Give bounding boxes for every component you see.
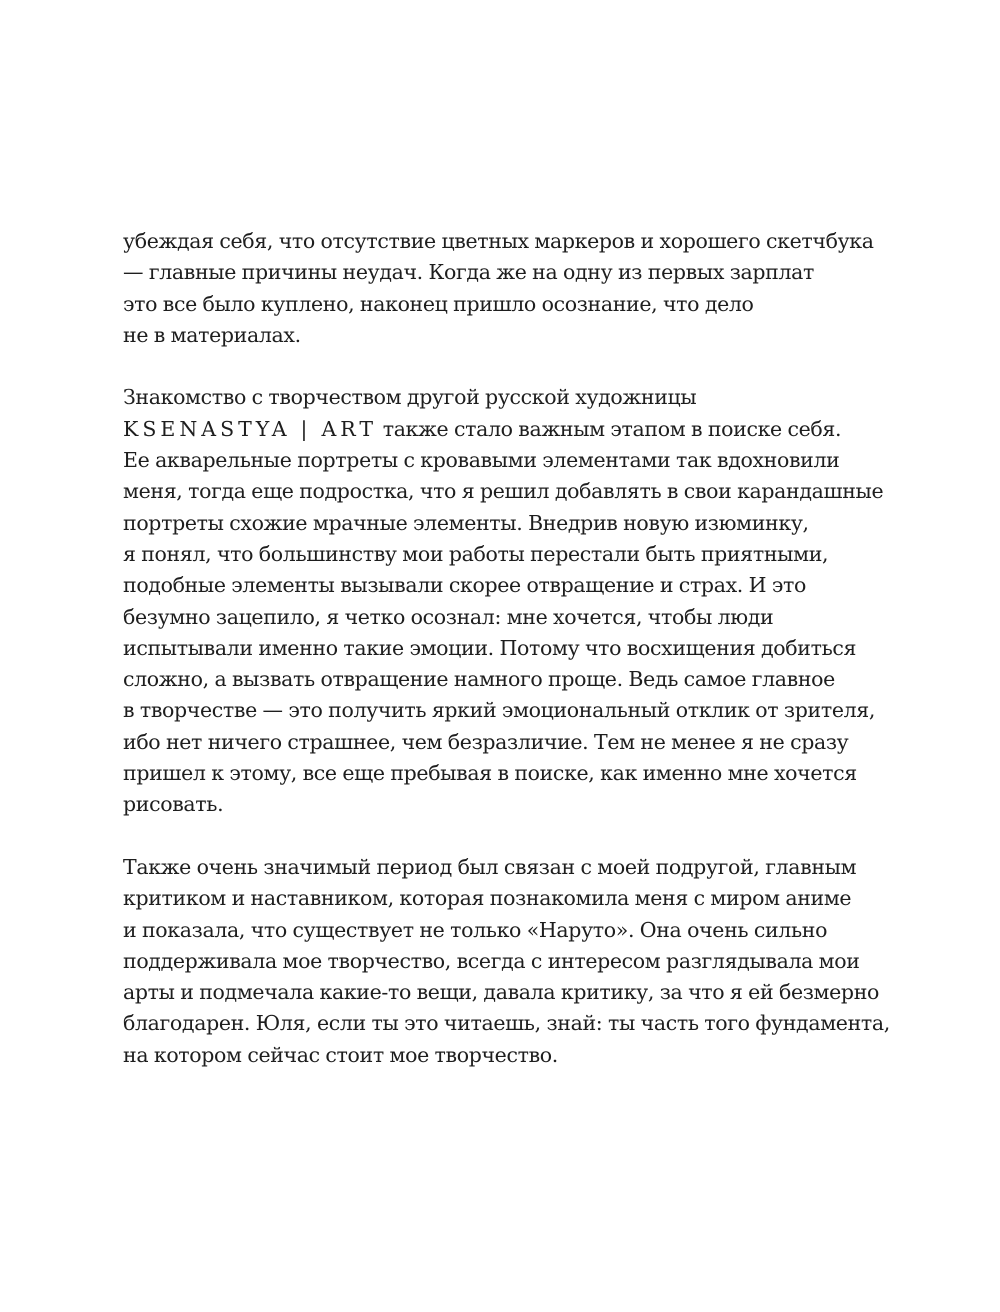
text-line: и показала, что существует не только «Наруто». Она очень сильно [123, 917, 828, 942]
text-line: — главные причины неудач. Когда же на одну из первых зарплат [123, 260, 815, 285]
text-fragment: также стало важным этапом в поиске себя. [377, 416, 842, 441]
text-line: Знакомство с творчеством другой русской художницы [123, 385, 697, 410]
text-line-with-brand [123, 414, 883, 445]
text-line: безумно зацепило, я четко осознал: мне хочется, чтобы люди [123, 604, 774, 629]
brand-name: KSENASTYA | ART [123, 416, 378, 441]
text-line: в творчестве — это получить яркий эмоциональный отклик от зрителя, [123, 698, 876, 723]
text-line: испытывали именно такие эмоции. Потому что восхищения добиться [123, 635, 857, 660]
paragraph-2 [123, 382, 883, 820]
text-line: убеждая себя, что отсутствие цветных маркеров и хорошего скетчбука [123, 229, 874, 253]
paragraph-1 [123, 226, 883, 351]
text-line: меня, тогда еще подростка, что я решил добавлять в свои карандашные [123, 479, 884, 504]
text-line: на котором сейчас стоит мое творчество. [123, 1042, 558, 1067]
text-line: рисовать. [123, 792, 224, 817]
text-line: я понял, что большинству мои работы перестали быть приятными, [123, 541, 829, 566]
text-line: сложно, а вызвать отвращение намного проще. Ведь самое главное [123, 667, 835, 692]
text-line: критиком и наставником, которая познакомила меня с миром аниме [123, 886, 852, 911]
text-line: это все было куплено, наконец пришло осознание, что дело [123, 291, 754, 316]
text-line: благодарен. Юля, если ты это читаешь, знай: ты часть того фундамента, [123, 1011, 890, 1036]
paragraph-3 [123, 852, 890, 1071]
text-line: не в материалах. [123, 322, 301, 347]
text-line: ибо нет ничего страшнее, чем безразличие. Тем не менее я не сразу [123, 729, 849, 754]
body-text [123, 226, 890, 1102]
text-line: арты и подмечала какие-то вещи, давала критику, за что я ей безмерно [123, 980, 880, 1005]
text-line: Также очень значимый период был связан с моей подругой, главным [123, 854, 857, 879]
text-line: подобные элементы вызывали скорее отвращение и страх. И это [123, 573, 806, 598]
text-line: Ее акварельные портреты с кровавыми элементами так вдохновили [123, 448, 840, 473]
text-line: портреты схожие мрачные элементы. Внедрив новую изюминку, [123, 510, 809, 535]
text-line: поддерживала мое творчество, всегда с интересом разглядывала мои [123, 948, 860, 973]
text-line: пришел к этому, все еще пребывая в поиске, как именно мне хочется [123, 761, 857, 786]
